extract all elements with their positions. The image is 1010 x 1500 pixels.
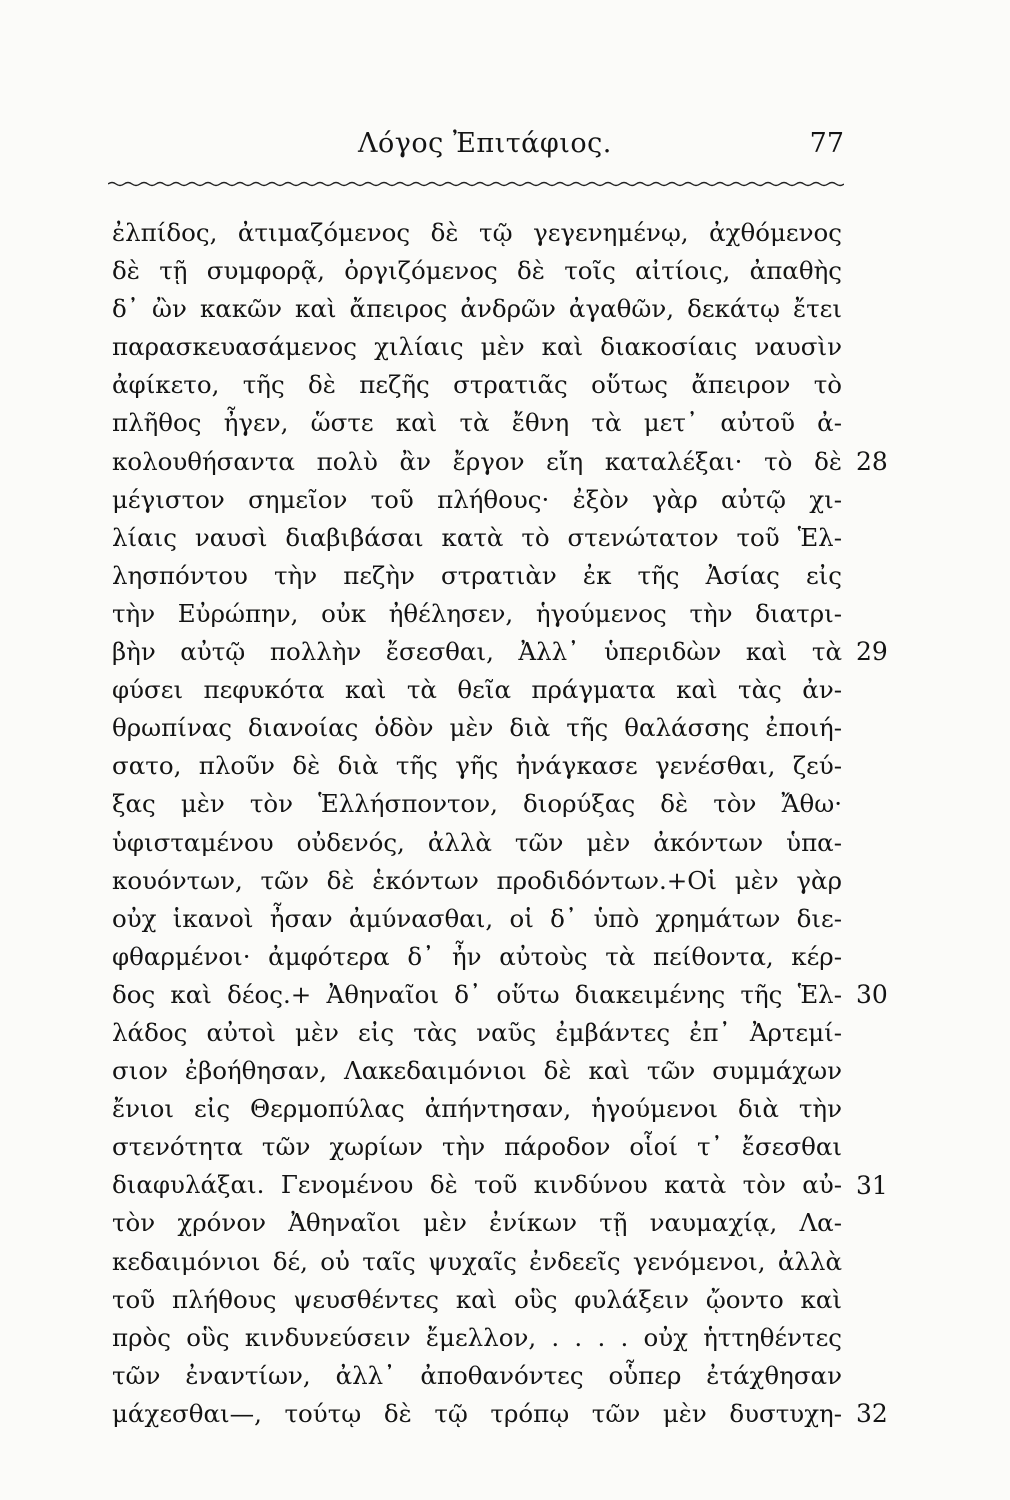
text-line: κουόντων, τῶν δὲ ἑκόντων προδιδόντων.+Οἱ μὲν γὰρ xyxy=(112,865,842,895)
text-line: πλῆθος ἦγεν, ὥστε καὶ τὰ ἔθνη τὰ μετ᾿ αὐτοῦ ἀ- xyxy=(112,408,842,438)
text-line: οὐχ ἱκανοὶ ἦσαν ἀμύνασθαι, οἱ δ᾿ ὑπὸ χρημάτων διε- xyxy=(112,903,842,933)
text-line: δος καὶ δέος.+ Ἀθηναῖοι δ᾿ οὕτω διακειμένης τῆς Ἑλ- xyxy=(112,979,842,1009)
text-line: πρὸς οὓς κινδυνεύσειν ἔμελλον, . . . . οὐχ ἡττηθέντες xyxy=(112,1322,842,1352)
text-line: τὸν χρόνον Ἀθηναῖοι μὲν ἐνίκων τῇ ναυμαχίᾳ, Λα- xyxy=(112,1208,842,1238)
text-line: κεδαιμόνιοι δέ, οὐ ταῖς ψυχαῖς ἐνδεεῖς γενόμενοι, ἀλλὰ xyxy=(112,1246,842,1276)
body-text xyxy=(112,214,842,1433)
page-header xyxy=(108,128,844,168)
text-line: παρασκευασάμενος χιλίαις μὲν καὶ διακοσίαις ναυσὶν xyxy=(112,332,842,362)
text-line: κολουθήσαντα πολὺ ἂν ἔργον εἴη καταλέξαι· τὸ δὲ xyxy=(112,446,842,476)
text-line: τῶν ἐναντίων, ἀλλ᾿ ἀποθανόντες οὗπερ ἐτάχθησαν xyxy=(112,1360,842,1390)
section-number: 31 xyxy=(856,1170,888,1200)
text-line: τοῦ πλήθους ψευσθέντες καὶ οὓς φυλάξειν ᾤοντο καὶ xyxy=(112,1284,842,1314)
page-number: 77 xyxy=(809,128,844,159)
header-rule xyxy=(108,180,844,188)
text-line: δ᾿ ὢν κακῶν καὶ ἄπειρος ἀνδρῶν ἀγαθῶν, δεκάτῳ ἔτει xyxy=(112,294,842,324)
text-line: σατο, πλοῦν δὲ διὰ τῆς γῆς ἠνάγκασε γενέσθαι, ζεύ- xyxy=(112,751,842,781)
text-line: διαφυλάξαι. Γενομένου δὲ τοῦ κινδύνου κατὰ τὸν αὐ- xyxy=(112,1170,842,1200)
text-line: θρωπίνας διανοίας ὁδὸν μὲν διὰ τῆς θαλάσσης ἐποιή- xyxy=(112,713,842,743)
text-line: λάδος αὐτοὶ μὲν εἰς τὰς ναῦς ἐμβάντες ἐπ᾿ Ἀρτεμί- xyxy=(112,1017,842,1047)
text-line: τὴν Εὐρώπην, οὐκ ἠθέλησεν, ἡγούμενος τὴν διατρι- xyxy=(112,598,842,628)
text-line: στενότητα τῶν χωρίων τὴν πάροδον οἷοί τ᾿ ἔσεσθαι xyxy=(112,1132,842,1162)
text-line: δὲ τῇ συμφορᾷ, ὀργιζόμενος δὲ τοῖς αἰτίοις, ἀπαθὴς xyxy=(112,256,842,286)
text-line: ἐλπίδος, ἀτιμαζόμενος δὲ τῷ γεγενημένῳ, ἀχθόμενος xyxy=(112,218,842,247)
text-line: φύσει πεφυκότα καὶ τὰ θεῖα πράγματα καὶ τὰς ἀν- xyxy=(112,675,842,705)
text-line: ξας μὲν τὸν Ἑλλήσποντον, διορύξας δὲ τὸν Ἄθω· xyxy=(112,789,842,819)
text-line: μάχεσθαι—, τούτῳ δὲ τῷ τρόπῳ τῶν μὲν δυστυχη- xyxy=(112,1398,842,1428)
section-number: 32 xyxy=(856,1399,888,1429)
section-number: 30 xyxy=(856,980,888,1009)
text-line: λίαις ναυσὶ διαβιβάσαι κατὰ τὸ στενώτατον τοῦ Ἑλ- xyxy=(112,522,842,552)
text-line: μέγιστον σημεῖον τοῦ πλήθους· ἐξὸν γὰρ αὐτῷ χι- xyxy=(112,484,842,514)
section-number: 29 xyxy=(856,637,888,667)
text-line: λησπόντου τὴν πεζὴν στρατιὰν ἐκ τῆς Ἀσίας εἰς xyxy=(112,560,842,590)
text-line: σιον ἐβοήθησαν, Λακεδαιμόνιοι δὲ καὶ τῶν συμμάχων xyxy=(112,1056,842,1086)
section-number: 28 xyxy=(856,446,888,476)
text-line: ἔνιοι εἰς Θερμοπύλας ἀπήντησαν, ἡγούμενοι διὰ τὴν xyxy=(112,1094,842,1124)
text-line: ἀφίκετο, τῆς δὲ πεζῆς στρατιᾶς οὕτως ἄπειρον τὸ xyxy=(112,370,842,400)
text-line: ὑφισταμένου οὐδενός, ἀλλὰ τῶν μὲν ἀκόντων ὑπα- xyxy=(112,827,842,857)
text-line: βὴν αὐτῷ πολλὴν ἔσεσθαι, Ἀλλ᾿ ὑπεριδὼν καὶ τὰ xyxy=(112,637,842,667)
running-title: Λόγος Ἐπιτάφιος. xyxy=(358,128,612,159)
text-line: φθαρμένοι· ἀμφότερα δ᾿ ἦν αὐτοὺς τὰ πείθοντα, κέρ- xyxy=(112,941,842,971)
